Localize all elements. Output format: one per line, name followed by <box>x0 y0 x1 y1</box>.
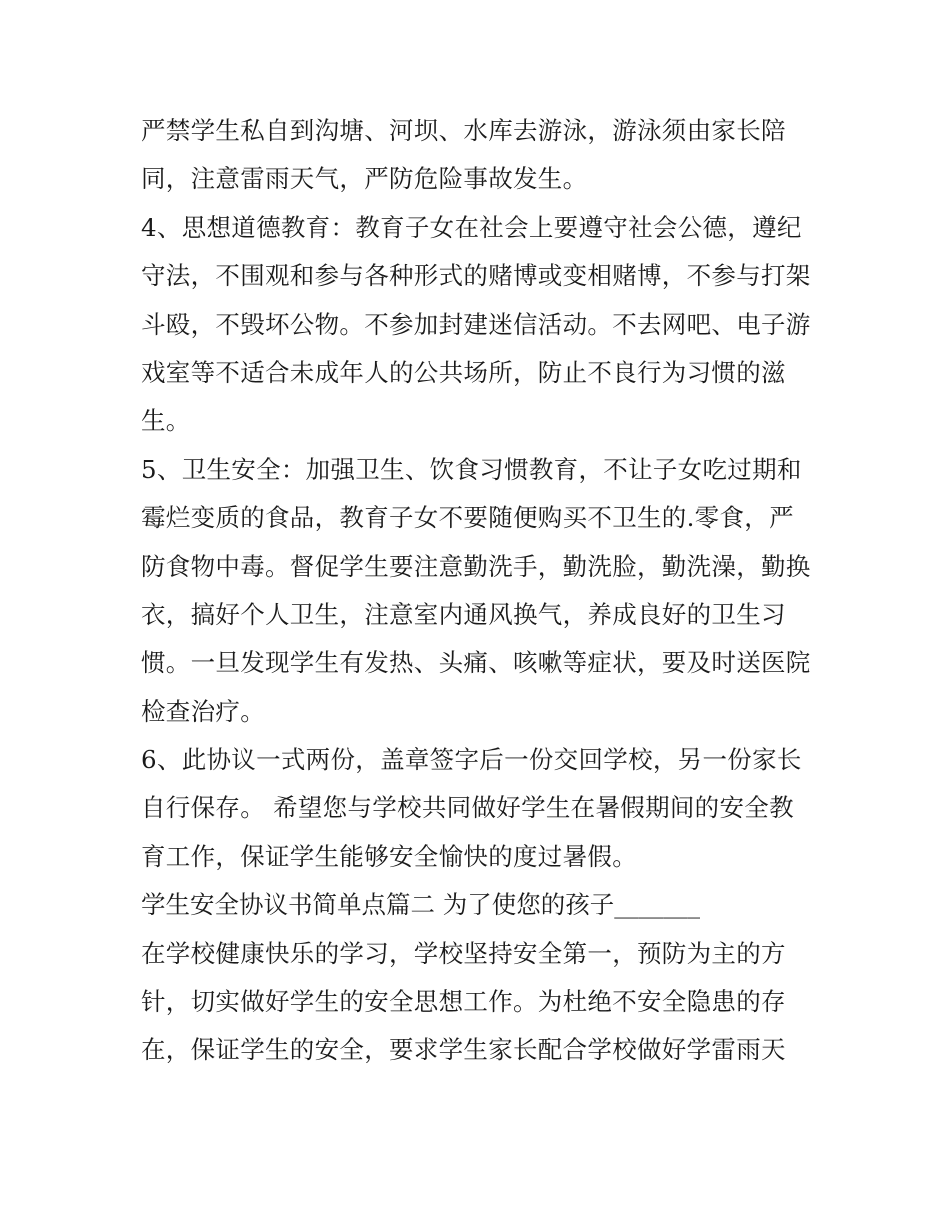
text-line: 4、思想道德教育：教育子女在社会上要遵守社会公德，遵纪 <box>141 212 802 242</box>
text-line: 在学校健康快乐的学习，学校坚持安全第一，预防为主的方 <box>141 938 786 968</box>
text-line: 5、卫生安全：加强卫生、饮食习惯教育，不让子女吃过期和 <box>141 454 802 484</box>
text-line: 守法，不围观和参与各种形式的赌博或变相赌博，不参与打架 <box>141 261 811 291</box>
text-line: 自行保存。 希望您与学校共同做好学生在暑假期间的安全教 <box>141 793 794 823</box>
section-heading-line: 学生安全协议书简单点篇二 为了使您的孩子_______ <box>141 890 701 920</box>
text-line: 衣，搞好个人卫生，注意室内通风换气，养成良好的卫生习 <box>141 599 786 629</box>
text-line: 霉烂变质的食品，教育子女不要随便购买不卫生的.零食，严 <box>141 503 794 533</box>
text-line: 戏室等不适合未成年人的公共场所，防止不良行为习惯的滋 <box>141 357 786 387</box>
text-line: 严禁学生私自到沟塘、河坝、水库去游泳，游泳须由家长陪 <box>141 116 786 145</box>
text-line: 惯。一旦发现学生有发热、头痛、咳嗽等症状，要及时送医院 <box>141 648 811 678</box>
text-line: 斗殴，不毁坏公物。不参加封建迷信活动。不去网吧、电子游 <box>141 309 811 339</box>
text-line: 检查治疗。 <box>141 696 265 726</box>
text-line: 同，注意雷雨天气，严防危险事故发生。 <box>141 164 588 194</box>
text-line: 在，保证学生的安全，要求学生家长配合学校做好学雷雨天 <box>141 1035 786 1065</box>
text-line: 生。 <box>141 406 191 436</box>
text-line: 防食物中毒。督促学生要注意勤洗手，勤洗脸，勤洗澡，勤换 <box>141 551 811 581</box>
text-line: 6、此协议一式两份，盖章签字后一份交回学校，另一份家长 <box>141 745 802 775</box>
text-line: 针，切实做好学生的安全思想工作。为杜绝不安全隐患的存 <box>141 987 786 1017</box>
text-line: 育工作，保证学生能够安全愉快的度过暑假。 <box>141 841 637 871</box>
document-body <box>141 107 813 1075</box>
